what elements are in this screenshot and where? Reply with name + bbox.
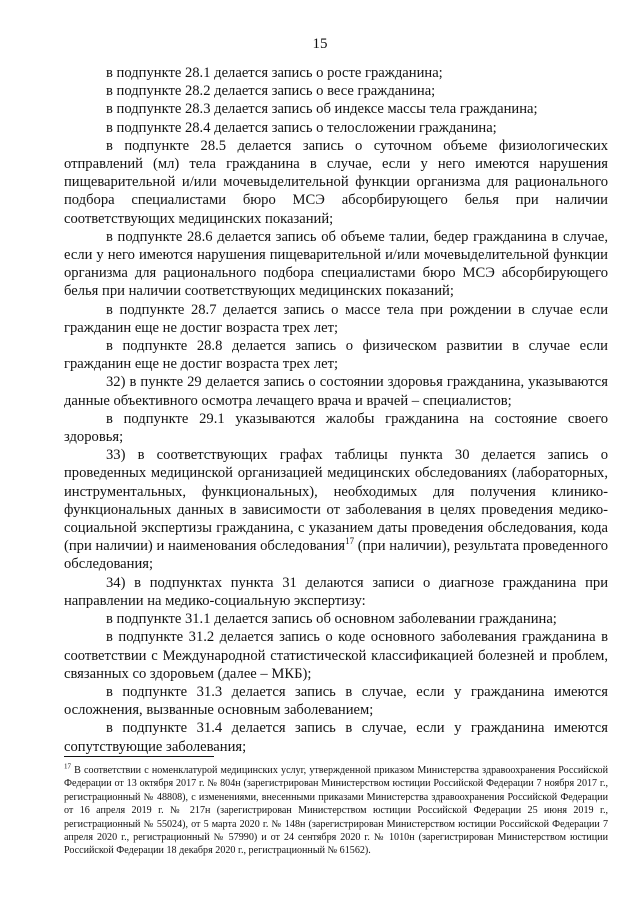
paragraph-33-text-end: (при наличии), результата проведенного обследования; [64,538,608,573]
paragraph: 34) в подпунктах пункта 31 делаются записи о диагнозе гражданина при направлении на медико-социальную экспертизу: [64,574,608,609]
paragraph: в подпункте 28.5 делается запись о суточном объеме физиологических отправлений (мл) тела гражданина в случае, если у него имеются нарушения пищеварительной и/или мочевыделительной функции организма для рационального подбора специалистами бюро МСЭ абсорбирующего белья при наличии соответствующих медицинских показаний; [64,137,608,227]
paragraph: в подпункте 28.4 делается запись о телосложении гражданина; [106,119,497,136]
footnote [64,764,608,858]
paragraph: в подпункте 31.1 делается запись об основном заболевании гражданина; [106,611,557,628]
paragraph: в подпункте 31.3 делается запись в случае, если у гражданина имеются осложнения, вызванные основным заболеванием; [64,683,608,719]
footnote-text: В соответствии с номенклатурой медицинских услуг, утвержденной приказом Министерства здравоохранения Российской Федерации от 13 октября 2017 г. № 804н (зарегистрирован Министерством юстиции Российской Федерации 7 ноября 2017 г., регистрационный № 48808), с изменениями, внесенными приказами Министерства здравоохранения Российской Федерации от 16 апреля 2019 г. № 217н (зарегистрирован Министерством юстиции Российской Федерации 25 июня 2019 г., регистрационный № 55024), от 5 марта 2020 г. № 148н (зарегистрирован Министерством юстиции Российской Федерации 7 апреля 2020 г., регистрационный № 57990) и от 24 сентября 2020 г. № 1010н (зарегистрирован Министерством юстиции Российской Федерации 18 декабря 2020 г., регистрационный № 61562). [64,765,608,857]
paragraph: в подпункте 31.2 делается запись о коде основного заболевания гражданина в соответствии с Международной статистической классификацией болезней и проблем, связанных со здоровьем (далее – МКБ); [64,629,608,682]
paragraph: в подпункте 28.2 делается запись о весе гражданина; [106,83,436,100]
paragraph: в подпункте 28.1 делается запись о росте гражданина; [106,65,443,81]
paragraph-33-text: 33) в соответствующих графах таблицы пункта 30 делается запись о проведенных медицинской организацией медицинских обследованиях (лабораторных, инструментальных, функциональных), необходимых для получения клинико-функциональных данных в зависимости от заболевания в целях проведения медико-социальной экспертизы гражданина, с указанием даты проведения обследования, кода (при наличии) и наименования обследования [64,447,608,555]
paragraph: в подпункте 29.1 указываются жалобы гражданина на состояние своего здоровья; [64,410,608,446]
paragraph: в подпункте 28.7 делается запись о массе тела при рождении в случае если гражданин еще не достиг возраста трех лет; [64,301,608,336]
paragraph: 32) в пункте 29 делается запись о состоянии здоровья гражданина, указываются данные объективного осмотра лечащего врача и врачей – специалистов; [64,374,608,409]
paragraph-33 [64,446,608,573]
footnote-number: 17 [64,762,71,771]
paragraph: в подпункте 28.6 делается запись об объеме талии, бедер гражданина в случае, если у него имеются нарушения пищеварительной и/или мочевыделительной функции организма для рационального подбора специалистами бюро МСЭ абсорбирующего белья при наличии соответствующих медицинских показаний; [64,228,608,300]
page-number: 15 [312,36,328,52]
footnote-reference[interactable]: 17 [345,536,355,547]
document-body [64,64,608,756]
paragraph: в подпункте 28.8 делается запись о физическом развитии в случае если гражданин еще не достиг возраста трех лет; [64,338,608,373]
paragraph: в подпункте 31.4 делается запись в случае, если у гражданина имеются сопутствующие заболевания; [64,720,608,755]
footnote-divider [64,756,214,757]
paragraph: в подпункте 28.3 делается запись об индексе массы тела гражданина; [106,101,538,118]
